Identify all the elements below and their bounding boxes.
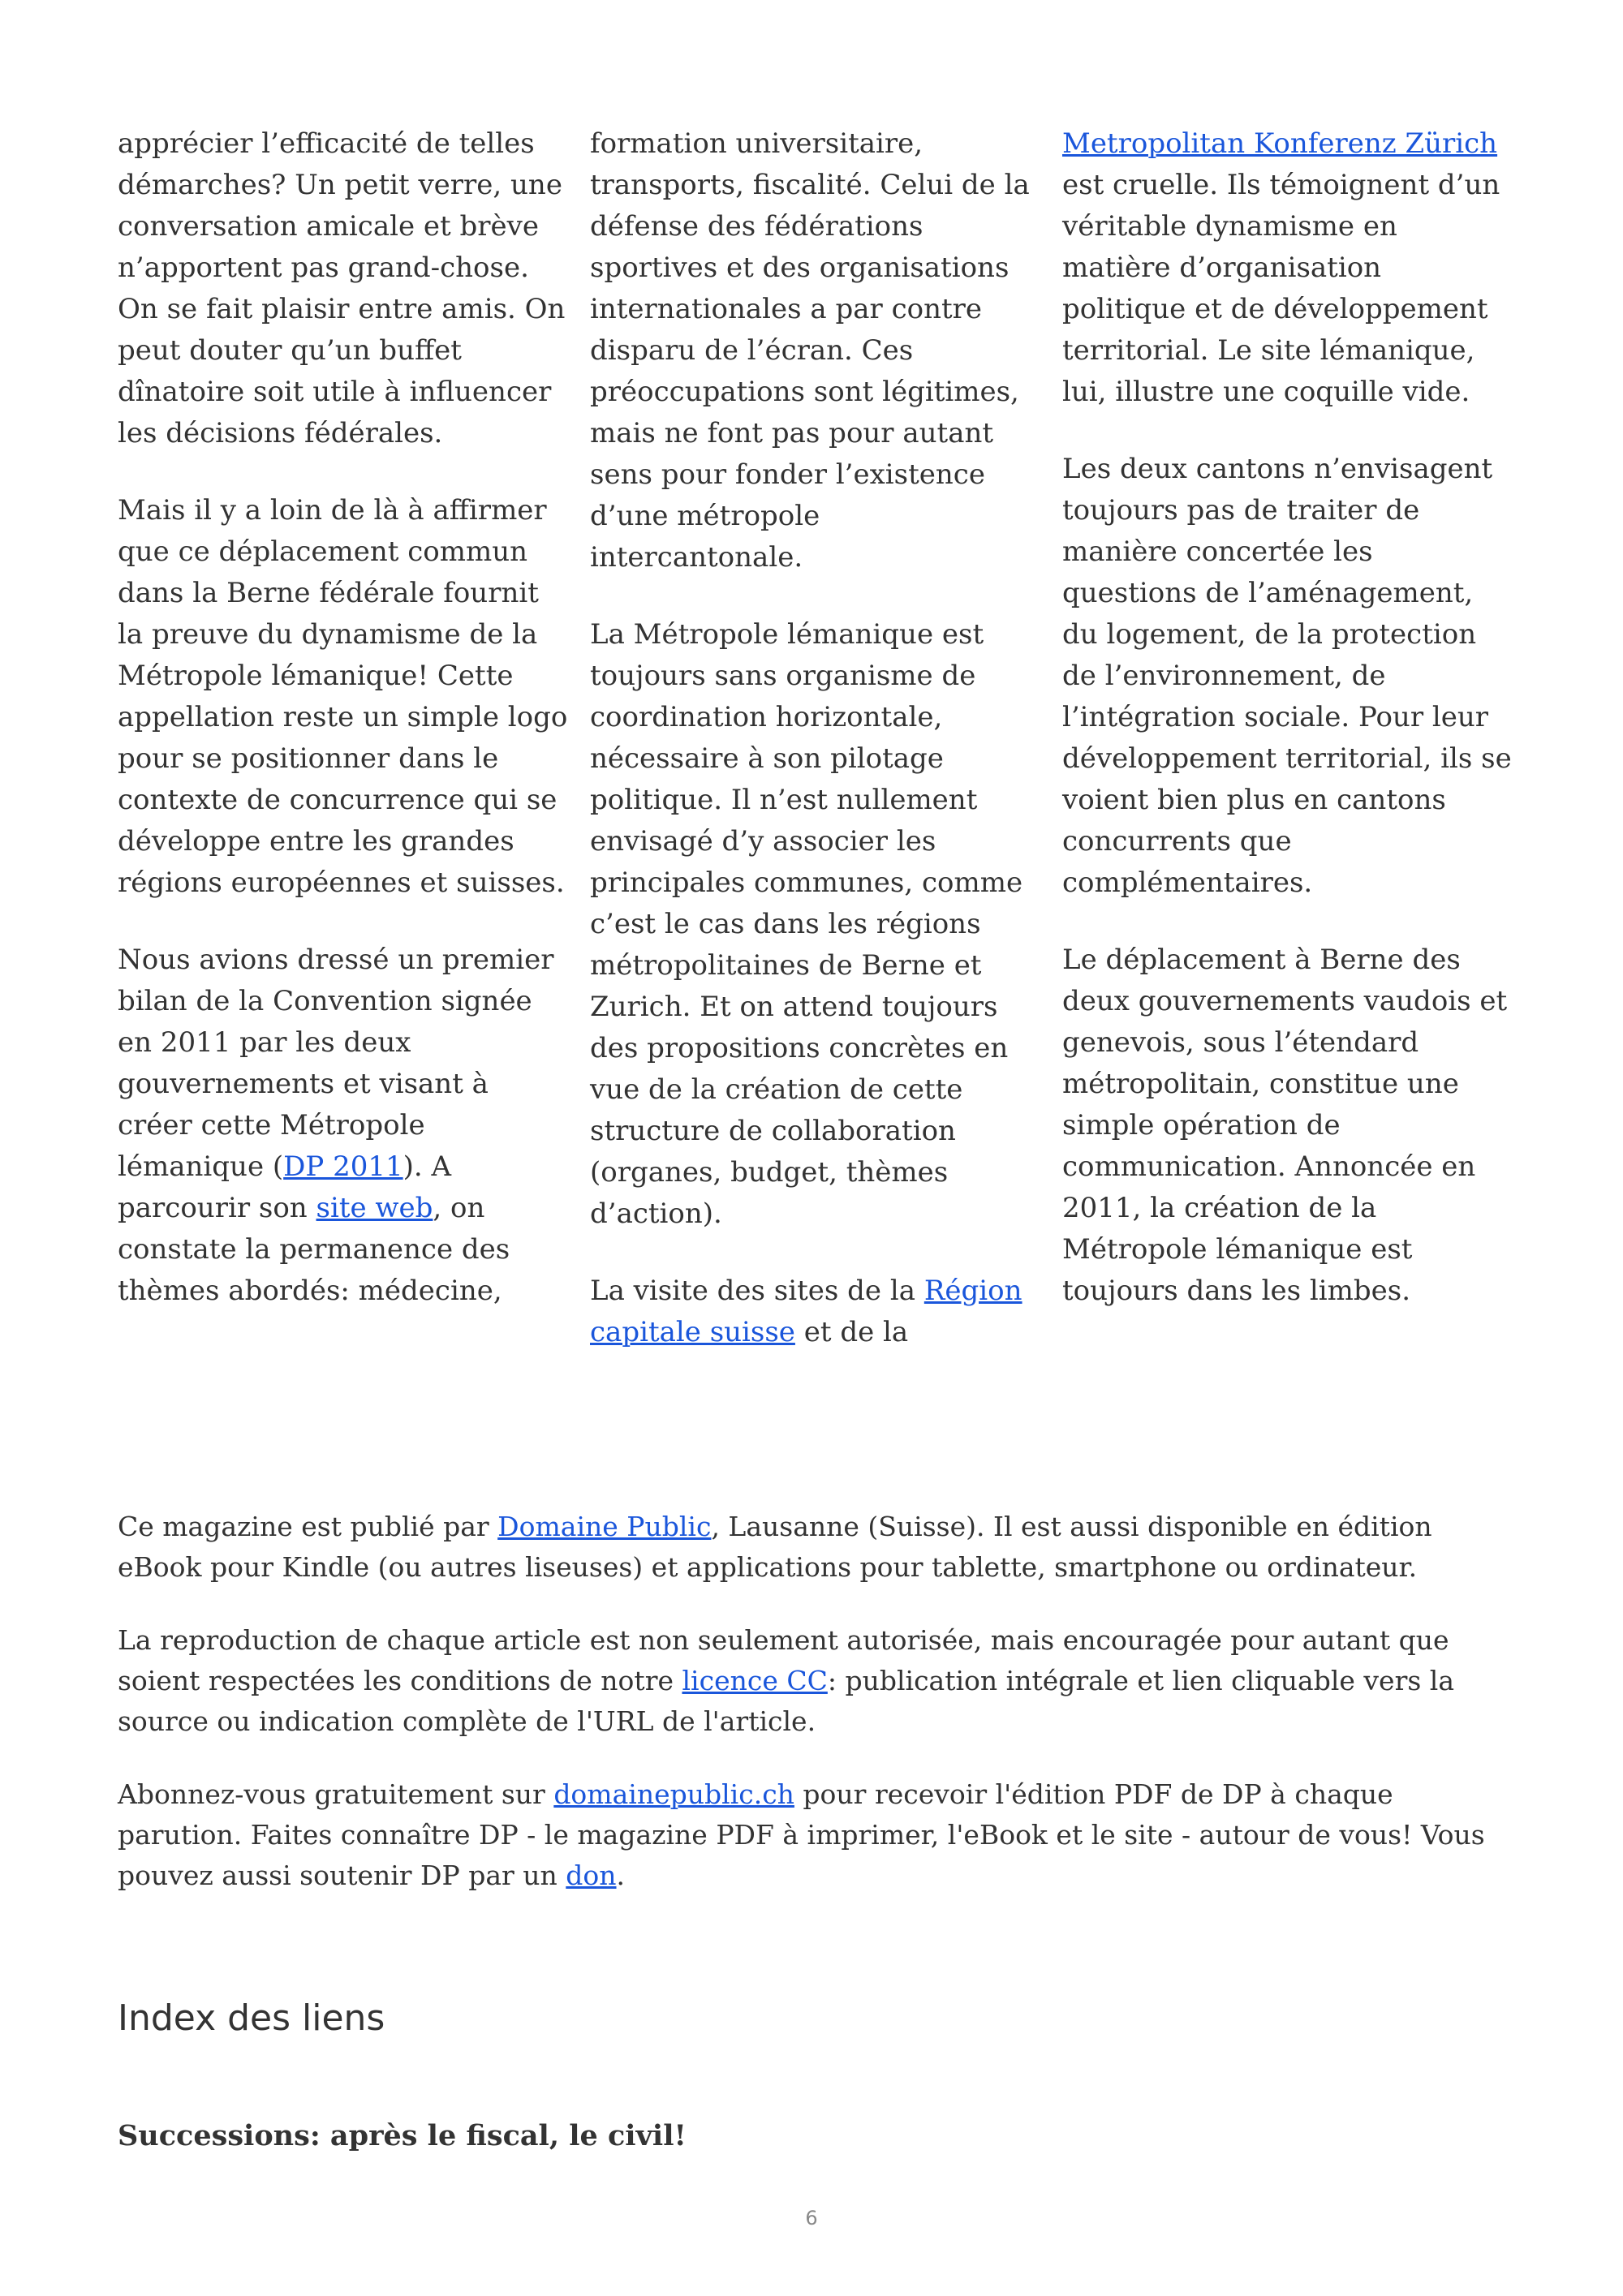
text-segment: Les deux cantons n’envisagent toujours pas de traiter de manière concertée les questions de l’aménagement, du logement, de la protection de l’environnement, de l’intégration sociale. Pour leur développement territorial, ils se voient bien plus en cantons concurrents que complémentaires. — [1062, 453, 1512, 899]
paragraph — [1062, 449, 1513, 904]
index-heading: Index des liens — [118, 1997, 385, 2039]
paragraph — [590, 1271, 1041, 1353]
text-segment: Nous avions dressé un premier bilan de la Convention signée en 2011 par les deux gouvernements et visant à créer cette Métropole lémanique ( — [118, 944, 554, 1183]
text-segment: . — [616, 1860, 626, 1891]
paragraph — [118, 123, 569, 454]
paragraph — [590, 614, 1041, 1235]
text-segment: Le déplacement à Berne des deux gouvernements vaudois et genevois, sous l’étendard métropolitain, constitue une simple opération de communication. Annoncée en 2011, la création de la Métropole lémanique est toujours dans les limbes. — [1062, 944, 1508, 1307]
text-segment: est cruelle. Ils témoignent d’un véritable dynamisme en matière d’organisation politique et de développement territorial. Le site lémanique, lui, illustre une coquille vide. — [1062, 169, 1500, 408]
text-segment: , on constate la permanence des thèmes abordés: médecine, — [118, 1192, 510, 1307]
link-domaine-public[interactable]: Domaine Public — [497, 1511, 712, 1542]
column-3 — [1062, 123, 1513, 1389]
paragraph — [118, 490, 569, 904]
text-segment: pour recevoir l'édition PDF de DP à chaque parution. Faites connaître DP - le magazine PDF à imprimer, l'eBook et le site - autour de vous! Vous pouvez aussi soutenir DP par un — [118, 1778, 1485, 1891]
link-dp-2011[interactable]: DP 2011 — [283, 1150, 403, 1183]
link-domainepublic-ch[interactable]: domainepublic.ch — [553, 1778, 794, 1810]
text-segment: ). A parcourir son — [118, 1150, 452, 1224]
footer-paragraph-subscribe — [118, 1774, 1522, 1896]
link-metropolitan-konferenz-zurich[interactable]: Metropolitan Konferenz Zürich — [1062, 127, 1498, 160]
index-article-title: Successions: après le fiscal, le civil! — [118, 2119, 687, 2152]
link-region-capitale-suisse[interactable]: Région capitale suisse — [590, 1275, 1022, 1348]
text-segment: et de la — [794, 1316, 909, 1348]
text-segment: , Lausanne (Suisse). Il est aussi disponible en édition eBook pour Kindle (ou autres liseuses) et applications pour tablette, smartphone ou ordinateur. — [118, 1511, 1432, 1583]
text-segment: : publication intégrale et lien cliquable vers la source ou indication complète de l'URL de l'article. — [118, 1665, 1455, 1737]
column-1 — [118, 123, 569, 1389]
text-segment: La Métropole lémanique est toujours sans organisme de coordination horizontale, nécessaire à son pilotage politique. Il n’est nullement envisagé d’y associer les principales communes, comme c’est le cas dans les régions métropolitaines de Berne et Zurich. Et on attend toujours des propositions concrètes en vue de la création de cette structure de collaboration (organes, budget, thèmes d’action). — [590, 618, 1023, 1230]
footer-paragraph-publisher — [118, 1507, 1522, 1588]
link-licence-cc[interactable]: licence CC — [682, 1665, 828, 1696]
paragraph — [1062, 939, 1513, 1312]
page-number: 6 — [805, 2207, 818, 2229]
link-site-web[interactable]: site web — [316, 1192, 433, 1224]
text-segment: formation universitaire, transports, fiscalité. Celui de la défense des fédérations sportives et des organisations internationales a par contre disparu de l’écran. Ces préoccupations sont légitimes, mais ne font pas pour autant sens pour fonder l’existence d’une métropole intercantonale. — [590, 127, 1030, 574]
column-2 — [590, 123, 1041, 1389]
footer-paragraph-license — [118, 1620, 1522, 1742]
text-segment: Abonnez-vous gratuitement sur — [118, 1778, 554, 1810]
link-don[interactable]: don — [566, 1860, 617, 1891]
text-segment: La reproduction de chaque article est non seulement autorisée, mais encouragée pour autant que soient respectées les conditions de notre — [118, 1624, 1449, 1696]
paragraph — [590, 123, 1041, 578]
magazine-footer — [118, 1507, 1522, 1928]
text-segment: La visite des sites de la — [590, 1275, 924, 1307]
paragraph — [1062, 123, 1513, 413]
text-segment: Ce magazine est publié par — [118, 1511, 498, 1542]
paragraph — [118, 939, 569, 1312]
text-segment: Mais il y a loin de là à affirmer que ce déplacement commun dans la Berne fédérale fournit la preuve du dynamisme de la Métropole lémanique! Cette appellation reste un simple logo pour se positionner dans le contexte de concurrence qui se développe entre les grandes régions européennes et suisses. — [118, 494, 568, 899]
text-segment: apprécier l’efficacité de telles démarches? Un petit verre, une conversation amicale et brève n’apportent pas grand-chose. On se fait plaisir entre amis. On peut douter qu’un buffet dînatoire soit utile à influencer les décisions fédérales. — [118, 127, 566, 449]
article-columns — [118, 123, 1513, 1389]
